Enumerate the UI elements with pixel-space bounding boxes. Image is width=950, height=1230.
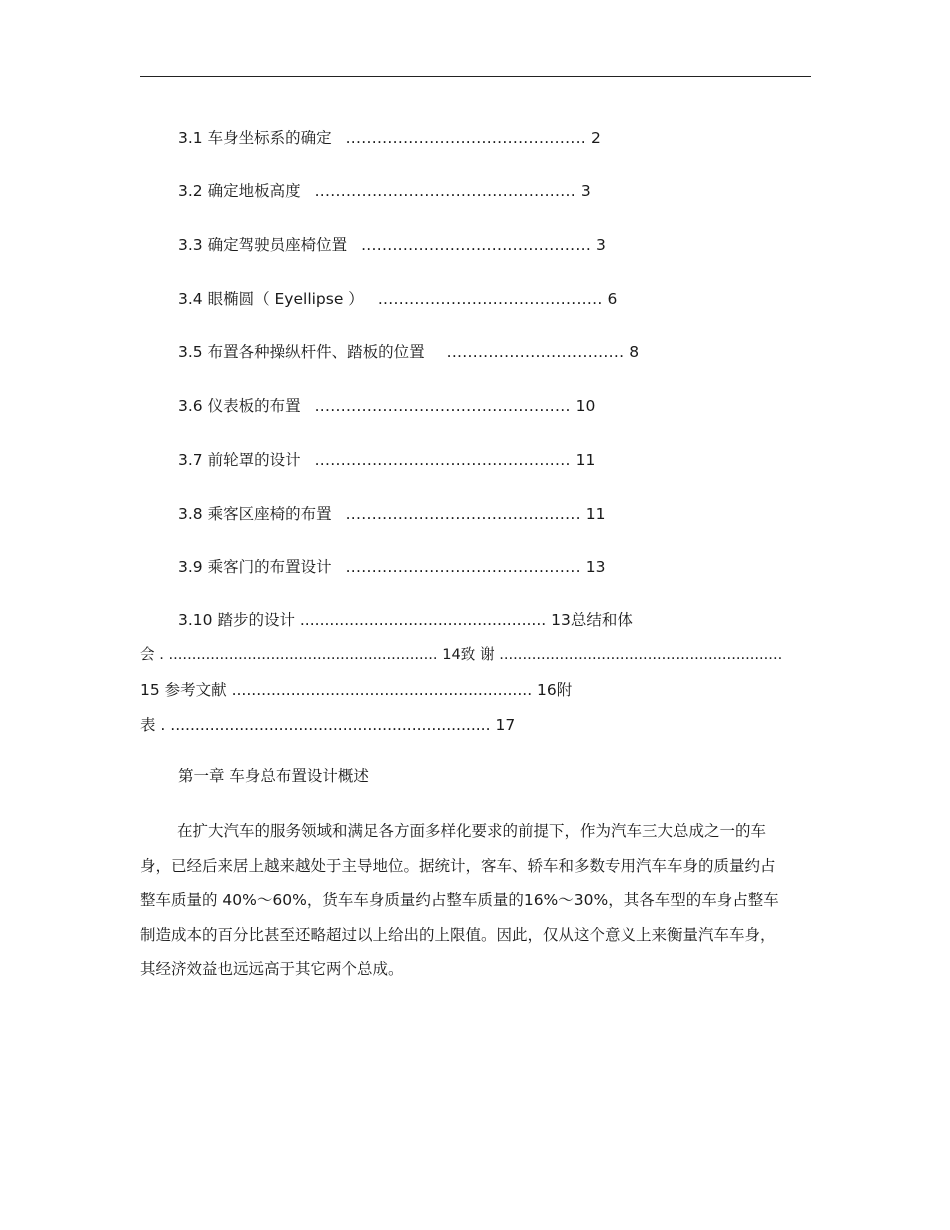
toc-leader: ............................................: [361, 236, 592, 254]
toc-page-number: 3: [580, 182, 591, 200]
toc-leader: .................................................: [314, 397, 571, 415]
toc-entry-title: 3.1 车身坐标系的确定: [178, 129, 332, 147]
toc-entry-title: 3.3 确定驾驶员座椅位置: [178, 236, 348, 254]
toc-leader: ..............................................: [345, 129, 587, 147]
toc-leader: .............................................: [345, 558, 581, 576]
toc-wrapped-line[interactable]: 15 参考文献 ............................................................. 16附: [140, 681, 573, 699]
toc-leader: .................................................: [314, 451, 571, 469]
toc-entry-3-3[interactable]: [178, 235, 606, 255]
toc-entry-title: 3.7 前轮罩的设计: [178, 451, 301, 469]
body-paragraph: [140, 814, 780, 987]
paragraph-text: 在扩大汽车的服务领域和满足各方面多样化要求的前提下，作为汽车三大总成之一的车身，已经后来居上越来越处于主导地位。据统计，客车、轿车和多数专用汽车车身的质量约占整车质量的 40%～60%，货车车身质量约占整车质量的16%～30%，其各车型的车身占整车制造成本的百分比甚至还略超过以上给出的上限值。因此，仅从这个意义上来衡量汽车车身，其经济效益也远远高于其它两个总成。: [140, 822, 779, 978]
toc-page-number: 8: [629, 343, 640, 361]
toc-page-number: 13: [585, 558, 606, 576]
toc-entry-3-4[interactable]: [178, 289, 617, 309]
toc-leader: .............................................: [345, 505, 581, 523]
toc-entry-3-6[interactable]: [178, 396, 595, 416]
toc-entry-3-2[interactable]: [178, 181, 591, 201]
toc-entry-title: 3.5 布置各种操纵杆件、踏板的位置: [178, 343, 425, 361]
toc-page-number: 3: [596, 236, 606, 254]
header-rule: [140, 76, 811, 77]
toc-entry-3-1[interactable]: [178, 128, 601, 148]
toc-wrapped-line[interactable]: 表 . ................................................................. 17: [140, 716, 516, 734]
toc-page-number: 11: [585, 505, 606, 523]
toc-entry-title: 3.2 确定地板高度: [178, 182, 301, 200]
toc-entry-3-7[interactable]: [178, 450, 595, 470]
toc-entry-3-5[interactable]: [178, 342, 639, 362]
toc-entry-3-8[interactable]: [178, 504, 605, 524]
toc-page-number: 10: [575, 397, 596, 415]
chapter-title: 第一章 车身总布置设计概述: [178, 767, 369, 785]
toc-leader: ..................................................: [314, 182, 576, 200]
toc-entry-title: 3.8 乘客区座椅的布置: [178, 505, 332, 523]
toc-entry-title: 3.4 眼椭圆（ Eyellipse ）: [178, 290, 364, 308]
toc-entry-title: 3.9 乘客门的布置设计: [178, 558, 332, 576]
toc-page-number: 11: [575, 451, 596, 469]
toc-page-number: 2: [590, 129, 601, 147]
toc-page-number: 6: [607, 290, 618, 308]
toc-entry-3-9[interactable]: [178, 557, 605, 577]
toc-entry-title: 3.6 仪表板的布置: [178, 397, 301, 415]
toc-leader: ..................................: [446, 343, 625, 361]
toc-wrapped-line[interactable]: 会 . .......................................................... 14致 谢 .............................................................: [140, 646, 783, 663]
toc-leader: ...........................................: [377, 290, 603, 308]
toc-wrapped-line[interactable]: 3.10 踏步的设计 .................................................. 13总结和体: [178, 611, 633, 629]
